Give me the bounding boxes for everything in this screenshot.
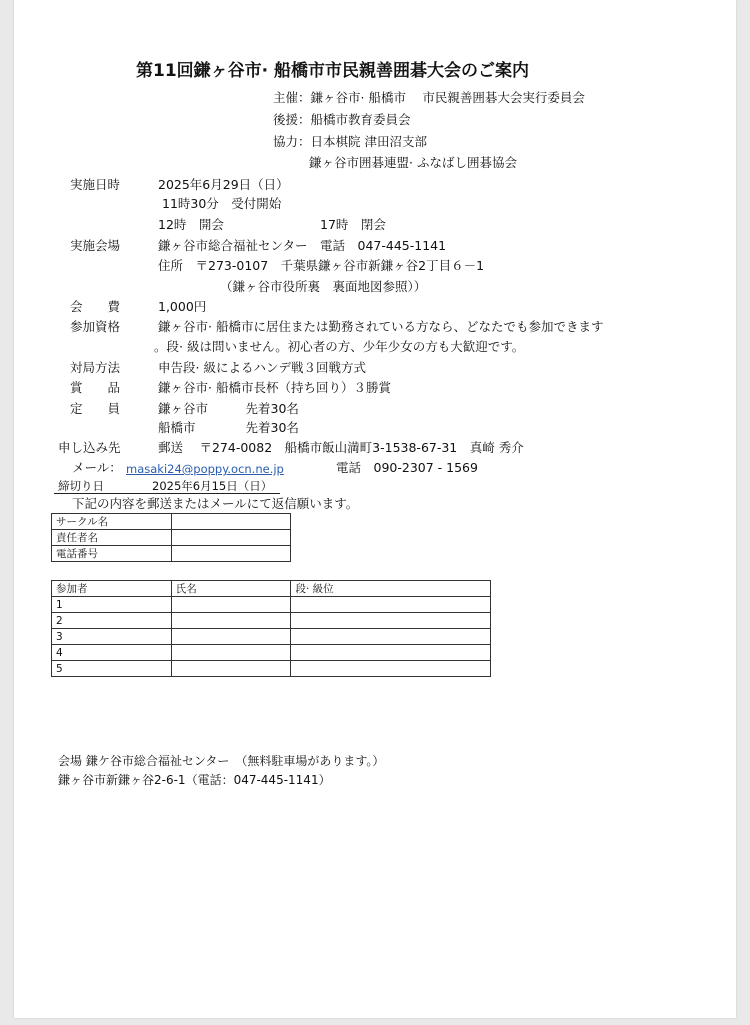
deadline-value: 2025年6月15日（日） bbox=[152, 479, 273, 493]
participant-rank-field[interactable] bbox=[291, 661, 491, 677]
participant-name-field[interactable] bbox=[171, 629, 291, 645]
row-number: 4 bbox=[52, 645, 172, 661]
phone-number-field[interactable] bbox=[171, 546, 290, 562]
eligibility-line-1: 鎌ヶ谷市· 船橋市に居住または勤務されている方なら、どなたでも参加できます bbox=[158, 319, 604, 334]
cooperation-line: 協力：日本棋院 津田沼支部 bbox=[273, 134, 427, 149]
mail-address-link[interactable]: masaki24@poppy.ocn.ne.jp bbox=[126, 462, 284, 476]
mail-label: メール： bbox=[72, 460, 122, 475]
reception-time: 11時30分 受付開始 bbox=[162, 196, 282, 211]
table-row bbox=[52, 613, 491, 629]
support-line: 後援：船橋市教育委員会 bbox=[273, 112, 411, 127]
deadline-underline bbox=[54, 493, 280, 494]
opening-time: 12時 開会 bbox=[158, 217, 224, 232]
format-value: 申告段· 級によるハンデ戦３回戦方式 bbox=[158, 360, 366, 375]
closing-time: 17時 閉会 bbox=[320, 217, 386, 232]
row-number: 3 bbox=[52, 629, 172, 645]
table-row bbox=[52, 514, 291, 530]
table-row bbox=[52, 645, 491, 661]
table-row bbox=[52, 597, 491, 613]
circle-info-table bbox=[51, 513, 291, 562]
page-title: 第11回鎌ヶ谷市· 船橋市市民親善囲碁大会のご案内 bbox=[136, 61, 530, 81]
prize-label: 賞 品 bbox=[70, 380, 121, 395]
participant-rank-field[interactable] bbox=[291, 613, 491, 629]
prize-value: 鎌ヶ谷市· 船橋市長杯（持ち回り）３勝賞 bbox=[158, 380, 391, 395]
eligibility-label: 参加資格 bbox=[70, 319, 121, 334]
participant-name-field[interactable] bbox=[171, 645, 291, 661]
fee-label: 会 費 bbox=[70, 299, 121, 314]
date-label: 実施日時 bbox=[70, 177, 121, 192]
table-header-row bbox=[52, 581, 491, 597]
table-row bbox=[52, 530, 291, 546]
participant-rank-field[interactable] bbox=[291, 597, 491, 613]
venue-label: 実施会場 bbox=[70, 238, 121, 253]
column-header: 氏名 bbox=[171, 581, 291, 597]
row-number: 2 bbox=[52, 613, 172, 629]
participant-rank-field[interactable] bbox=[291, 645, 491, 661]
table-row bbox=[52, 661, 491, 677]
table-cell-label: サークル名 bbox=[52, 514, 172, 530]
apply-label: 申し込み先 bbox=[58, 440, 121, 455]
table-cell-label: 電話番号 bbox=[52, 546, 172, 562]
address-note: （鎌ヶ谷市役所裏 裏面地図参照）） bbox=[220, 279, 427, 294]
eligibility-line-2: 。段· 級は問いません。初心者の方、少年少女の方も大歓迎です。 bbox=[154, 339, 525, 354]
table-cell-label: 責任者名 bbox=[52, 530, 172, 546]
participant-name-field[interactable] bbox=[171, 597, 291, 613]
participant-name-field[interactable] bbox=[171, 613, 291, 629]
deadline-label: 締切り日 bbox=[58, 479, 104, 493]
capacity-label: 定 員 bbox=[70, 401, 121, 416]
manager-name-field[interactable] bbox=[171, 530, 290, 546]
footer-venue-line: 会場 鎌ケ谷市総合福祉センター （無料駐車場があります。） bbox=[58, 754, 385, 768]
participant-table bbox=[51, 580, 491, 677]
date-value: 2025年6月29日（日） bbox=[158, 177, 289, 192]
participant-name-field[interactable] bbox=[171, 661, 291, 677]
format-label: 対局方法 bbox=[70, 360, 121, 375]
host-line: 主催：鎌ヶ谷市· 船橋市 市民親善囲碁大会実行委員会 bbox=[273, 90, 585, 105]
footer-address-line: 鎌ヶ谷市新鎌ヶ谷2-6-1（電話：047-445-1141） bbox=[58, 773, 331, 787]
table-row bbox=[52, 629, 491, 645]
table-row bbox=[52, 546, 291, 562]
circle-name-field[interactable] bbox=[171, 514, 290, 530]
column-header: 参加者 bbox=[52, 581, 172, 597]
capacity-kamagaya: 鎌ヶ谷市 先着30名 bbox=[158, 401, 299, 416]
reply-note: 下記の内容を郵送またはメールにて返信願います。 bbox=[72, 496, 359, 511]
cooperation-line-2: 鎌ヶ谷市囲碁連盟· ふなばし囲碁協会 bbox=[309, 155, 517, 170]
document-page bbox=[14, 0, 736, 1018]
apply-value: 郵送 〒274-0082 船橋市飯山満町3-1538-67-31 真崎 秀介 bbox=[158, 440, 524, 455]
participant-rank-field[interactable] bbox=[291, 629, 491, 645]
fee-value: 1,000円 bbox=[158, 299, 207, 314]
capacity-funabashi: 船橋市 先着30名 bbox=[158, 420, 299, 435]
phone-value: 電話 090-2307 - 1569 bbox=[336, 460, 478, 475]
column-header: 段· 級位 bbox=[291, 581, 491, 597]
row-number: 5 bbox=[52, 661, 172, 677]
venue-value: 鎌ヶ谷市総合福祉センター 電話 047-445-1141 bbox=[158, 238, 447, 253]
row-number: 1 bbox=[52, 597, 172, 613]
address-value: 住所 〒273-0107 千葉県鎌ヶ谷市新鎌ヶ谷2丁目６－1 bbox=[158, 258, 485, 273]
